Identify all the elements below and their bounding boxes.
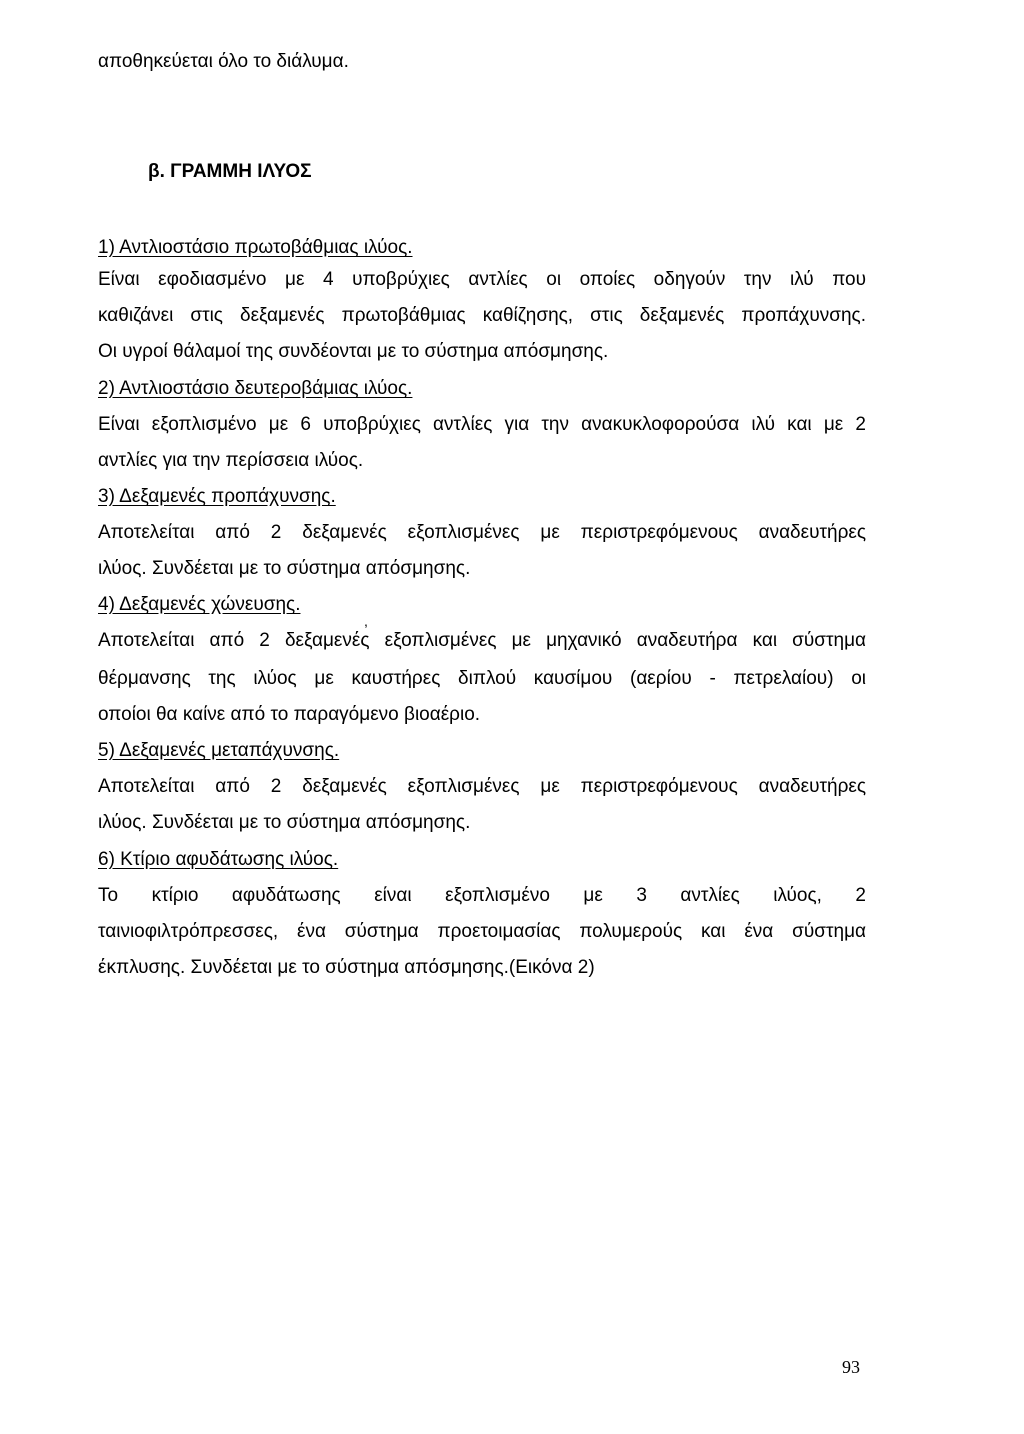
section-2-line-1: Είναι εξοπλισμένο με 6 υποβρύχιες αντλίες για την ανακυκλοφορούσα ιλύ και με 2 xyxy=(98,414,866,435)
page-number: 93 xyxy=(842,1357,860,1377)
section-3-line-1: Αποτελείται από 2 δεξαμενές εξοπλισμένες με περιστρεφόμενους αναδευτήρες xyxy=(98,522,866,543)
section-title-1: 1) Αντλιοστάσιο πρωτοβάθμιας ιλύος. xyxy=(98,237,413,258)
section-4-line-2: θέρμανσης της ιλύος με καυστήρες διπλού καυσίμου (αερίου - πετρελαίου) οι xyxy=(98,668,866,689)
section-title-6: 6) Κτίριο αφυδάτωσης ιλύος. xyxy=(98,849,339,870)
section-4-line-3: οποίοι θα καίνε από το παραγόμενο βιοαέριο. xyxy=(98,704,481,725)
section-heading: β. ΓΡΑΜΜΗ ΙΛΥΟΣ xyxy=(148,161,312,182)
section-title-5: 5) Δεξαμενές μεταπάχυνσης. xyxy=(98,740,340,761)
section-5-line-2: ιλύος. Συνδέεται με το σύστημα απόσμησης. xyxy=(98,812,471,833)
section-title-4: 4) Δεξαμενές χώνευσης. xyxy=(98,594,301,615)
section-2-line-2: αντλίες για την περίσσεια ιλύος. xyxy=(98,450,364,471)
top-line: αποθηκεύεται όλο το διάλυμα. xyxy=(98,51,349,72)
stray-mark: , xyxy=(364,613,368,629)
section-5-line-1: Αποτελείται από 2 δεξαμενές εξοπλισμένες με περιστρεφόμενους αναδευτήρες xyxy=(98,776,866,797)
section-title-2: 2) Αντλιοστάσιο δευτεροβάμιας ιλύος. xyxy=(98,378,413,399)
section-6-line-2: ταινιοφιλτρόπρεσσες, ένα σύστημα προετοιμασίας πολυμερούς και ένα σύστημα xyxy=(98,921,866,942)
section-6-line-3: έκπλυσης. Συνδέεται με το σύστημα απόσμησης.(Εικόνα 2) xyxy=(98,957,595,978)
section-title-3: 3) Δεξαμενές προπάχυνσης. xyxy=(98,486,336,507)
section-4-line-1: Αποτελείται από 2 δεξαμενές εξοπλισμένες με μηχανικό αναδευτήρα και σύστημα xyxy=(98,630,866,651)
section-1-line-1: Είναι εφοδιασμένο με 4 υποβρύχιες αντλίες οι οποίες οδηγούν την ιλύ που xyxy=(98,269,866,290)
section-1-line-3: Οι υγροί θάλαμοί της συνδέονται με το σύστημα απόσμησης. xyxy=(98,341,609,362)
section-1-line-2: καθιζάνει στις δεξαμενές πρωτοβάθμιας καθίζησης, στις δεξαμενές προπάχυνσης. xyxy=(98,305,866,326)
section-6-line-1: Το κτίριο αφυδάτωσης είναι εξοπλισμένο με 3 αντλίες ιλύος, 2 xyxy=(98,885,866,906)
section-3-line-2: ιλύος. Συνδέεται με το σύστημα απόσμησης. xyxy=(98,558,471,579)
